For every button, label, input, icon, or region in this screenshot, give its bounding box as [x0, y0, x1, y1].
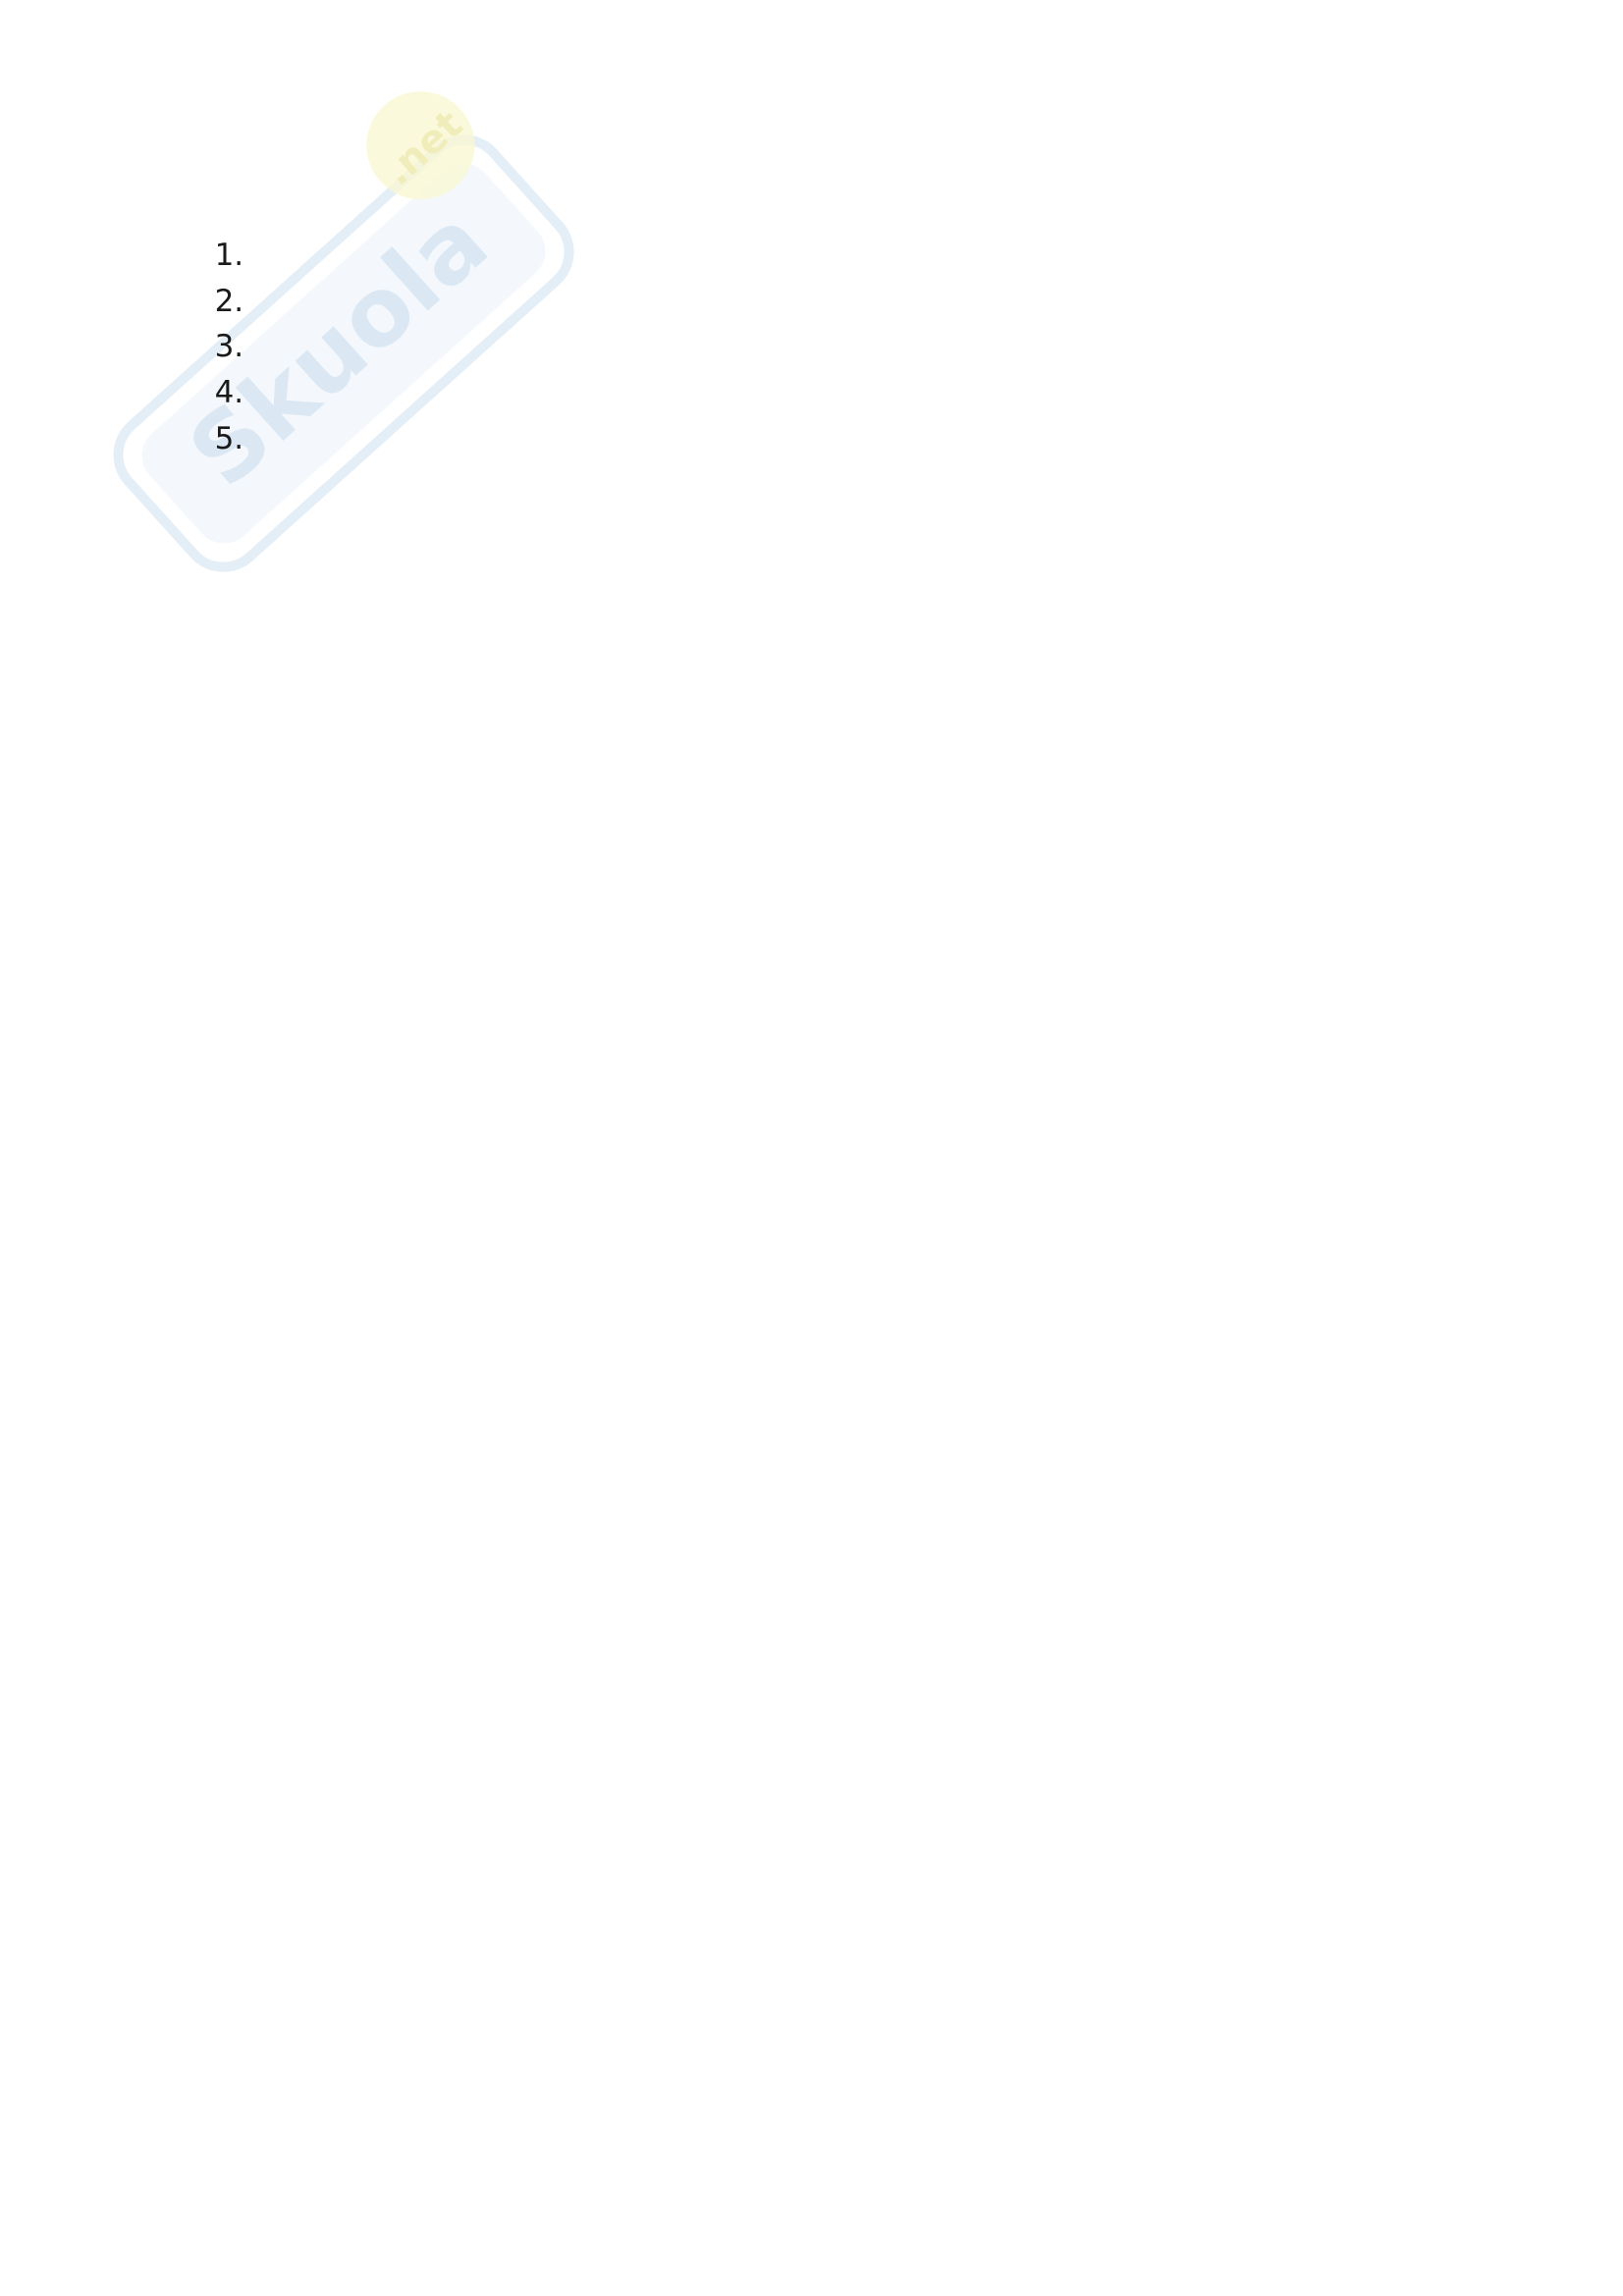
paragraph-spacer [155, 187, 1478, 233]
document-page [155, 187, 1478, 462]
svg-text:Skuola: Skuola [168, 187, 509, 508]
svg-text:.net: .net [375, 101, 471, 195]
list-item [253, 233, 1478, 279]
list-item [253, 324, 1478, 370]
list-item [253, 279, 1478, 325]
numbered-list [155, 233, 1478, 462]
list-item [253, 370, 1478, 416]
list-item [253, 416, 1478, 462]
